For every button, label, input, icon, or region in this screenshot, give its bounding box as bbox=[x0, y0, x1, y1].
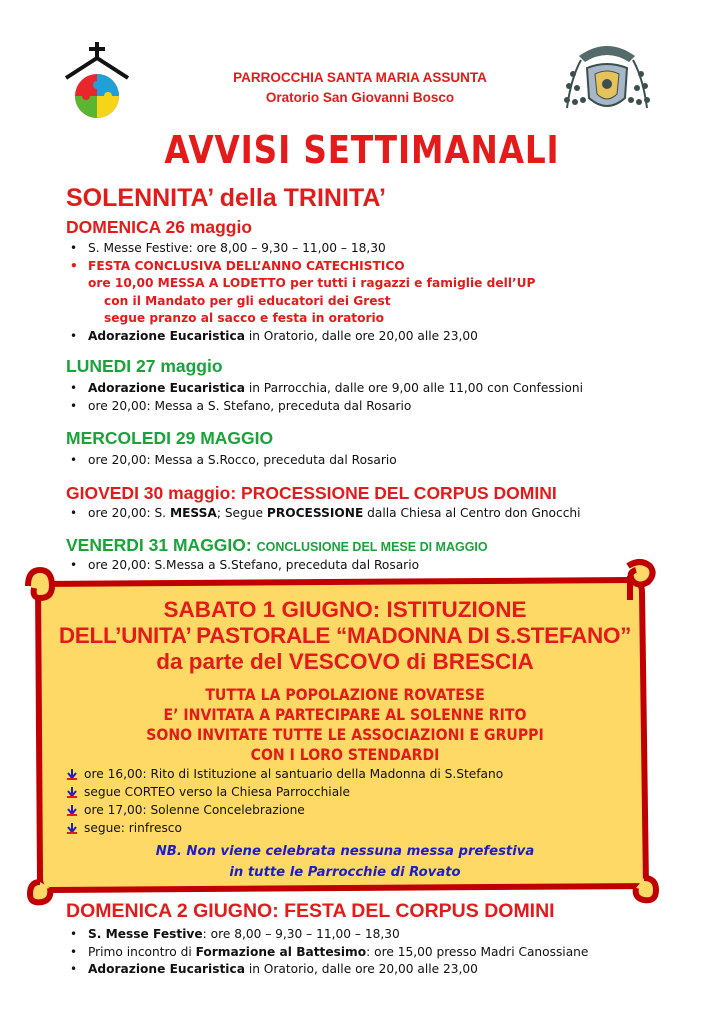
saturday-sub1: TUTTA LA POPOLAZIONE ROVATESE bbox=[205, 685, 485, 704]
list-item: • Adorazione Eucaristica in Oratorio, dalle ore 20,00 alle 23,00 bbox=[62, 328, 682, 346]
oratory-name: Oratorio San Giovanni Bosco bbox=[265, 90, 455, 105]
saturday-heading-line3: da parte del VESCOVO di BRESCIA bbox=[156, 649, 534, 674]
sunday-list bbox=[62, 240, 682, 345]
friday-heading: VENERDI 31 MAGGIO: CONCLUSIONE DEL MESE DI MAGGIO bbox=[66, 535, 488, 555]
next-sunday-list bbox=[62, 926, 702, 979]
list-item: • FESTA CONCLUSIVA DELL’ANNO CATECHISTICO bbox=[62, 258, 682, 276]
list-item: • S. Messe Festive: ore 8,00 – 9,30 – 11,00 – 18,30 bbox=[62, 926, 702, 944]
page-title: AVVISI SETTIMANALI bbox=[164, 128, 560, 172]
list-item: ore 17,00: Solenne Concelebrazione bbox=[40, 801, 650, 819]
monday-list bbox=[62, 380, 682, 415]
saturday-list bbox=[40, 765, 650, 837]
saturday-heading-line1: SABATO 1 GIUGNO: ISTITUZIONE bbox=[163, 597, 527, 622]
note-line1: NB. Non viene celebrata nessuna messa prefestiva bbox=[155, 844, 535, 859]
arrow-down-bullet-icon bbox=[66, 786, 78, 798]
list-item: • ore 20,00: Messa a S. Stefano, preceduta dal Rosario bbox=[62, 398, 682, 416]
parish-name: PARROCCHIA SANTA MARIA ASSUNTA bbox=[233, 70, 487, 85]
list-item: segue CORTEO verso la Chiesa Parrocchiale bbox=[40, 783, 650, 801]
list-item: • Primo incontro di Formazione al Battesimo: ore 15,00 presso Madri Canossiane bbox=[62, 944, 702, 962]
list-item: • S. Messe Festive: ore 8,00 – 9,30 – 11,00 – 18,30 bbox=[62, 240, 682, 258]
wednesday-list bbox=[62, 452, 682, 470]
list-item-continuation: con il Mandato per gli educatori dei Grest bbox=[104, 293, 391, 308]
saturday-sub3: SONO INVITATE TUTTE LE ASSOCIAZIONI E GRUPPI bbox=[146, 725, 544, 744]
arrow-down-bullet-icon bbox=[66, 768, 78, 780]
list-item: ore 16,00: Rito di Istituzione al santuario della Madonna di S.Stefano bbox=[40, 765, 650, 783]
saturday-heading-line2: DELL’UNITA’ PASTORALE “MADONNA DI S.STEFANO” bbox=[58, 623, 632, 648]
next-sunday-heading: DOMENICA 2 GIUGNO: FESTA DEL CORPUS DOMINI bbox=[66, 900, 555, 922]
monday-heading: LUNEDI 27 maggio bbox=[66, 356, 223, 376]
list-item: • Adorazione Eucaristica in Oratorio, dalle ore 20,00 alle 23,00 bbox=[62, 961, 702, 979]
list-item-continuation: ore 10,00 MESSA A LODETTO per tutti i ragazzi e famiglie dell’UP bbox=[88, 276, 536, 290]
arrow-down-bullet-icon bbox=[66, 804, 78, 816]
list-item: segue: rinfresco bbox=[40, 819, 650, 837]
thursday-list bbox=[62, 505, 702, 523]
list-item: • ore 20,00: S.Messa a S.Stefano, preceduta dal Rosario bbox=[62, 557, 682, 575]
saturday-sub4: CON I LORO STENDARDI bbox=[250, 745, 440, 764]
parish-logo-icon bbox=[62, 40, 132, 120]
saturday-sub2: E’ INVITATA A PARTECIPARE AL SOLENNE RITO bbox=[163, 705, 527, 724]
list-item: • ore 20,00: Messa a S.Rocco, preceduta dal Rosario bbox=[62, 452, 682, 470]
solemnity-heading: SOLENNITA’ della TRINITA’ bbox=[66, 184, 386, 212]
list-item-continuation: segue pranzo al sacco e festa in oratorio bbox=[104, 311, 385, 325]
note-line2: in tutte le Parrocchie di Rovato bbox=[229, 865, 461, 880]
thursday-heading: GIOVEDI 30 maggio: PROCESSIONE DEL CORPUS DOMINI bbox=[66, 483, 557, 503]
sunday-heading: DOMENICA 26 maggio bbox=[66, 217, 253, 237]
arrow-down-bullet-icon bbox=[66, 822, 78, 834]
list-item: • ore 20,00: S. MESSA; Segue PROCESSIONE dalla Chiesa al Centro don Gnocchi bbox=[62, 505, 702, 523]
scroll-content bbox=[40, 597, 650, 883]
wednesday-heading: MERCOLEDI 29 MAGGIO bbox=[66, 428, 274, 448]
list-item: • Adorazione Eucaristica in Parrocchia, dalle ore 9,00 alle 11,00 con Confessioni bbox=[62, 380, 682, 398]
